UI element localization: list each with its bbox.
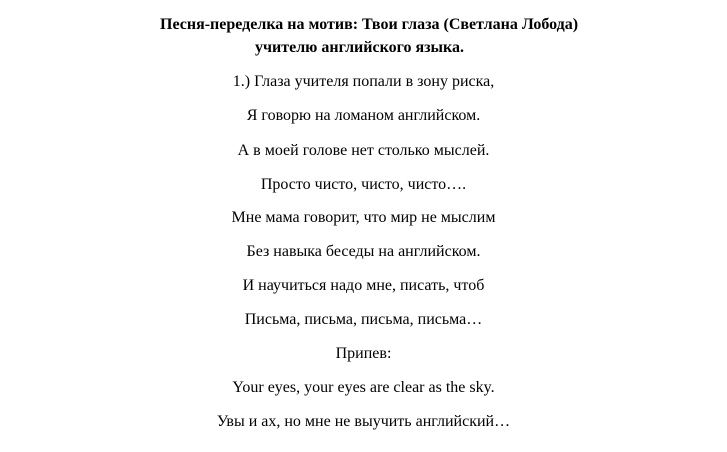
verse-line-text: Увы и ах, но мне не выучить английский… xyxy=(216,413,511,430)
verse-line-6 xyxy=(0,242,727,262)
verse-line-3 xyxy=(0,141,727,161)
verse-line-2 xyxy=(0,106,727,126)
verse-line-5 xyxy=(0,208,727,228)
verse-line-7 xyxy=(0,276,727,296)
verse-line-text: Без навыка беседы на английском. xyxy=(246,243,481,260)
verse-line-9 xyxy=(0,378,727,398)
verse-line-text: Припев: xyxy=(335,345,392,362)
verse-line-4 xyxy=(0,175,727,195)
verse-line-text: 1.) Глаза учителя попали в зону риска, xyxy=(232,73,495,90)
song-title-line-2: учителю английского языка. xyxy=(255,39,465,56)
verse-line-text: Просто чисто, чисто, чисто…. xyxy=(260,176,467,193)
song-title-line-1: Песня-переделка на мотив: Твои глаза (Светлана Лобода) xyxy=(160,16,579,33)
verse-line-text: Письма, письма, письма, письма… xyxy=(244,311,483,328)
verse-line-1 xyxy=(0,72,727,92)
verse-line-text: А в моей голове нет столько мыслей. xyxy=(237,142,490,159)
verse-line-text: Your eyes, your eyes are clear as the sky. xyxy=(232,379,495,396)
verse-line-text: Мне мама говорит, что мир не мыслим xyxy=(231,209,496,226)
verse-line-8 xyxy=(0,310,727,330)
verse-line-text: Я говорю на ломаном английском. xyxy=(246,107,481,124)
chorus-label xyxy=(0,344,727,364)
verse-line-text: И научиться надо мне, писать, чтоб xyxy=(242,277,485,294)
verse-line-10 xyxy=(0,412,727,432)
